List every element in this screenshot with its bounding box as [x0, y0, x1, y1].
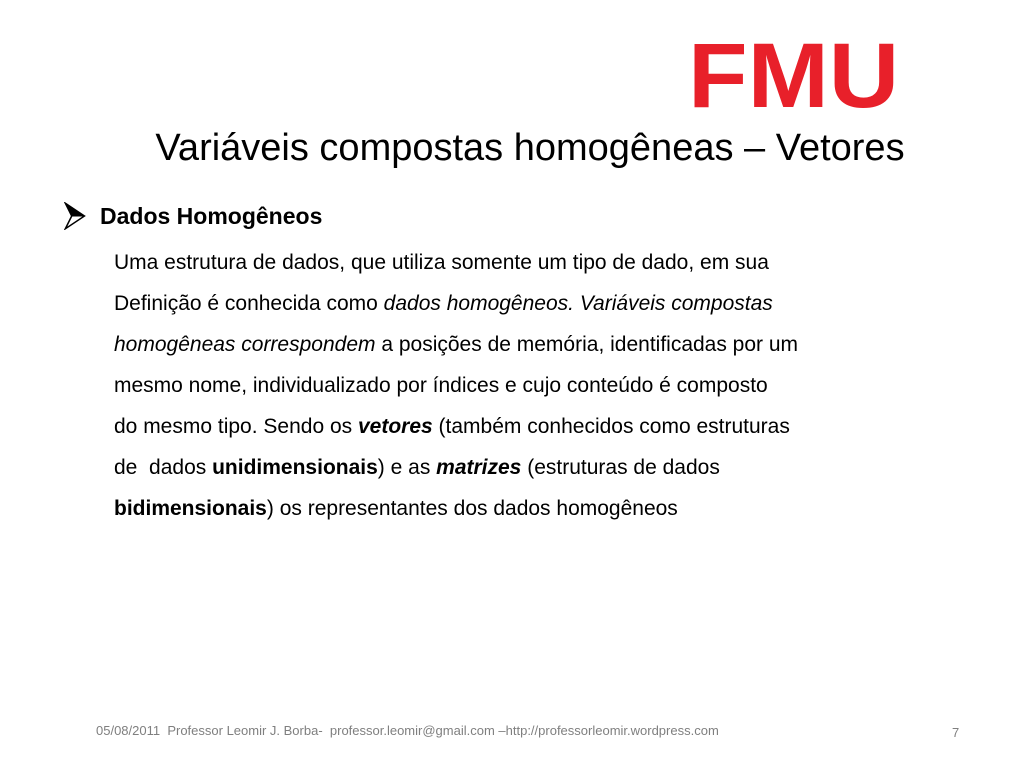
text-run: Definição é conhecida como — [114, 292, 384, 315]
body-line — [114, 365, 974, 406]
footer-text: 05/08/2011 Professor Leomir J. Borba- professor.leomir@gmail.com –http://professorleomir.wordpress.com — [96, 723, 719, 738]
italic-run: homogêneas correspondem — [114, 333, 376, 356]
arrowhead-bullet-icon — [64, 202, 86, 230]
body-line — [114, 406, 974, 447]
text-run: ) e as — [377, 456, 437, 479]
bold-run: bidimensionais — [114, 497, 267, 520]
text-run: (também conhecidos como estruturas — [432, 415, 790, 438]
body-line — [114, 447, 974, 488]
text-run: de dados — [114, 456, 213, 479]
text-run: a posições de memória, identificadas por um — [375, 333, 799, 356]
body-line — [114, 324, 974, 365]
fmu-logo — [688, 25, 988, 127]
text-run: Uma estrutura de dados, que utiliza somente um tipo de dado, em sua — [114, 251, 769, 274]
bold-run: unidimensionais — [212, 456, 378, 479]
body-line — [114, 283, 974, 324]
bold-italic-run: vetores — [357, 415, 433, 438]
slide-title: Variáveis compostas homogêneas – Vetores — [155, 127, 905, 169]
logo-text: FMU — [688, 25, 900, 127]
text-run: (estruturas de dados — [521, 456, 720, 479]
bold-italic-run: matrizes — [436, 456, 522, 479]
body-line — [114, 242, 974, 283]
page-number: 7 — [952, 725, 960, 740]
text-run: ) os representantes dos dados homogêneos — [266, 497, 678, 520]
bullet-heading: Dados Homogêneos — [100, 203, 323, 229]
italic-run: dados homogêneos. Variáveis compostas — [383, 292, 773, 315]
text-run: mesmo nome, individualizado por índices e cujo conteúdo é composto — [114, 374, 768, 397]
body-text — [114, 242, 974, 529]
body-line — [114, 488, 974, 529]
bullet-item — [64, 196, 322, 236]
text-run: do mesmo tipo. Sendo os — [114, 415, 358, 438]
